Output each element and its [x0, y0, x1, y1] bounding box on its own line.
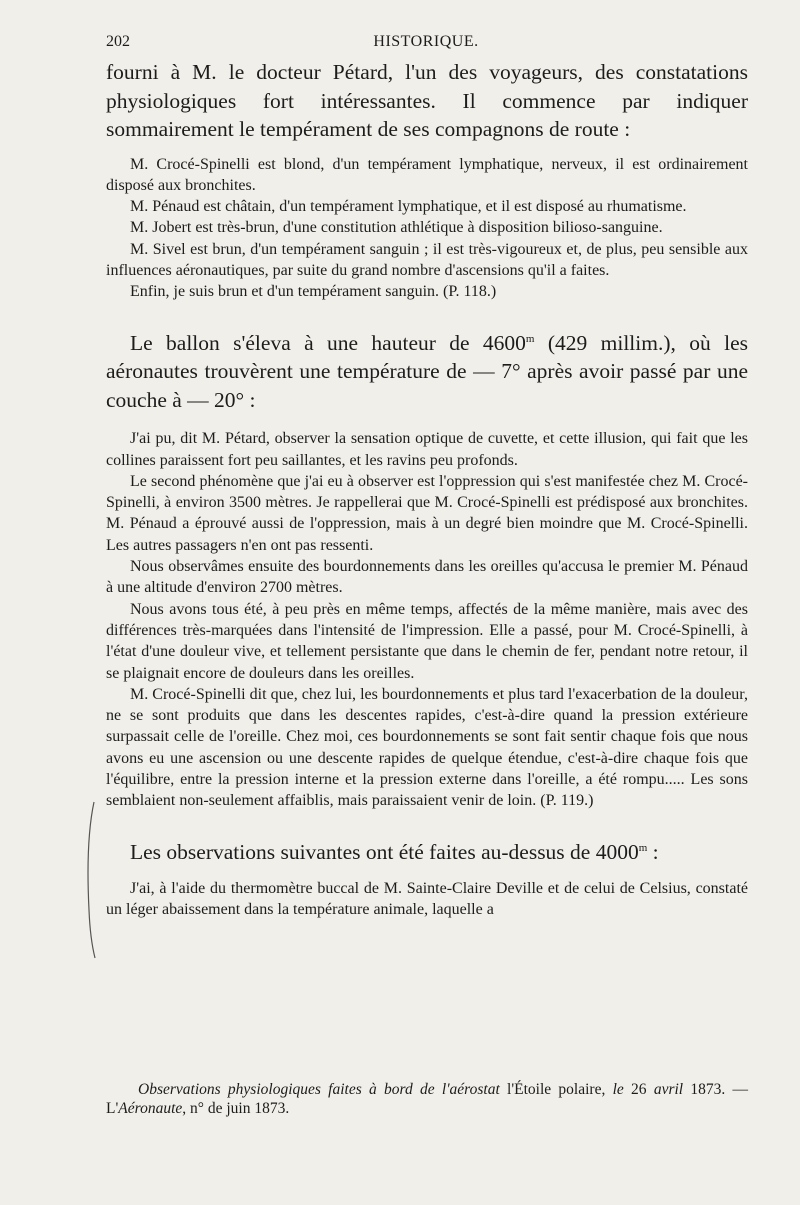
footnote-normal-3: 1873. — L' — [106, 1081, 748, 1117]
heading-text-2: : — [647, 839, 659, 864]
running-title: HISTORIQUE. — [373, 33, 479, 50]
page-number: 202 — [106, 33, 130, 50]
footnote-normal-4: , n° de juin 1873. — [182, 1100, 290, 1117]
footnote — [106, 1080, 748, 1118]
obs-descentes: M. Crocé-Spinelli dit que, chez lui, les bourdonnements et plus tard l'exacerbation de la douleur, ne se sont produits que dans les descentes rapides, c'est-à-dire quand la pression extérieure surpassait celle de l'oreille. Chez moi, ces bourdonnements se sont fait sentir chaque fois que nous avons eu une ascension ou une descente rapides de quelque étendue, c'est-à-dire chaque fois que l'équilibre, entre la pression interne et la pression externe dans l'oreille, a été rompu..... Les sons semblaient non-seulement affaiblis, mais paraissaient venir de loin. (P. 119.) — [106, 685, 748, 810]
obs-bourdonnements: Nous observâmes ensuite des bourdonnements dans les oreilles qu'accusa le premier M. Pénaud à une altitude d'environ 2700 mètres. — [106, 558, 748, 597]
temperament-sivel: M. Sivel est brun, d'un tempérament sanguin ; il est très-vigoureux et, de plus, peu sensible aux influences aéronautiques, par suite du grand nombre d'ascensions qu'il a faites. — [106, 240, 748, 279]
thermometre-paragraph: J'ai, à l'aide du thermomètre buccal de M. Sainte-Claire Deville et de celui de Celsius, constaté un léger abaissement dans la température animale, laquelle a — [106, 879, 748, 919]
ballon-paragraph — [106, 325, 748, 415]
temperament-crocé-spinelli: M. Crocé-Spinelli est blond, d'un tempérament lymphatique, nerveux, il est ordinairement disposé aux bronchites. — [106, 155, 748, 194]
page-header — [106, 33, 746, 53]
ballon-text-1: Le ballon s'éleva à une hauteur de 4600 — [130, 330, 526, 355]
observations-quote — [106, 428, 748, 811]
footnote-italic-1: Observations physiologiques faites à bord de l'aérostat — [138, 1081, 500, 1098]
ballon-text-2: (429 millim.), où les aéronautes trouvèrent une température de — 7° après avoir passé par une couche à — 20° : — [106, 330, 748, 412]
margin-pencil-mark — [84, 800, 98, 960]
page-body — [106, 58, 748, 920]
temperament-penaud: M. Pénaud est châtain, d'un tempérament lymphatique, et il est disposé au rhumatisme. — [130, 198, 687, 216]
intro-paragraph: fourni à M. le docteur Pétard, l'un des voyageurs, des constatations physiologiques fort intéressantes. Il commence par indiquer sommairement le tempérament de ses compagnons de route : — [106, 60, 748, 141]
section-heading — [106, 834, 748, 866]
footnote-italic-3: avril — [653, 1081, 684, 1098]
footnote-normal-2: 26 — [623, 1081, 654, 1098]
obs-oppression: Le second phénomène que j'ai eu à observer est l'oppression qui s'est manifestée chez M. Crocé-Spinelli, à environ 3500 mètres. Je rappellerai que M. Crocé-Spinelli est prédisposé aux bronchites. M. Pénaud a éprouvé aussi de l'oppression, mais à un degré bien moindre que M. Crocé-Spinelli. Les autres passagers n'en ont pas ressenti. — [106, 472, 748, 554]
footnote-normal-1: l'Étoile polaire, — [499, 1081, 613, 1098]
temperament-author: Enfin, je suis brun et d'un tempérament sanguin. (P. 118.) — [130, 283, 497, 301]
footnote-italic-2: le — [612, 1081, 624, 1098]
temperament-jobert: M. Jobert est très-brun, d'une constitution athlétique à disposition bilioso-sanguine. — [130, 219, 663, 237]
heading-text-1: Les observations suivantes ont été faites au-dessus de 4000 — [130, 839, 639, 864]
footnote-text — [106, 1080, 748, 1118]
obs-cuvette: J'ai pu, dit M. Pétard, observer la sensation optique de cuvette, et cette illusion, qui fait que les collines paraissent fort peu saillantes, et les ravins peu profonds. — [106, 430, 748, 469]
temperaments-quote — [106, 154, 748, 303]
ballon-sup: m — [525, 332, 535, 345]
footnote-italic-4: Aéronaute — [118, 1100, 183, 1117]
obs-intensite: Nous avons tous été, à peu près en même temps, affectés de la même manière, mais avec des différences très-marquées dans l'intensité de l'impression. Elle a passé, pour M. Crocé-Spinelli, à l'état d'une douleur vive, et tellement persistante que dans le chemin de fer, pendant notre retour, il se plaignait encore de douleurs dans les oreilles. — [106, 600, 748, 682]
heading-sup: m — [638, 841, 648, 854]
